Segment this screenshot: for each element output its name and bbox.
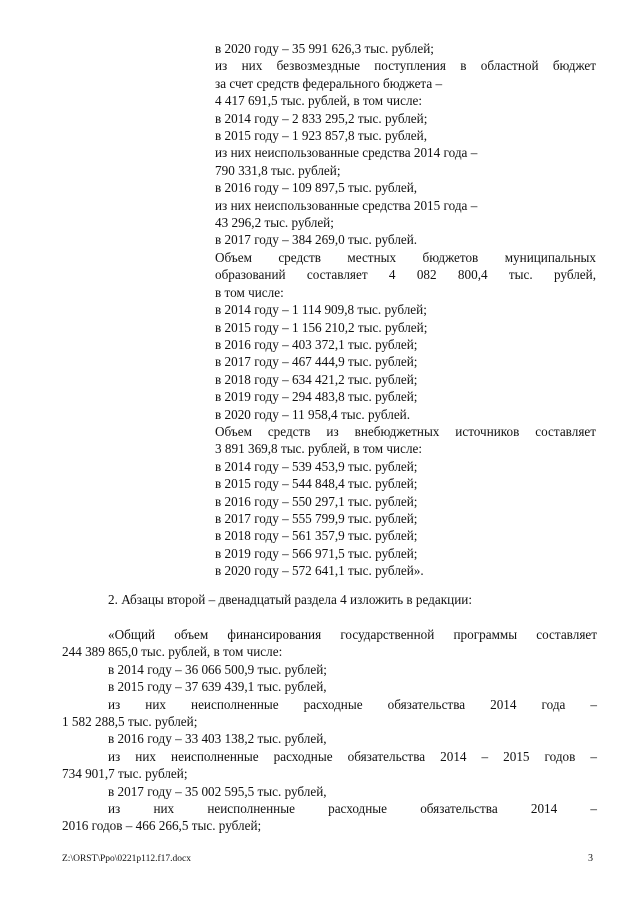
footer-file-path: Z:\ORST\Ppo\0221p112.f17.docx xyxy=(62,854,191,864)
block-line: в 2015 году – 37 639 439,1 тыс. рублей, xyxy=(108,679,327,695)
block-line: в 2017 году – 35 002 595,5 тыс. рублей, xyxy=(108,783,327,799)
block-line: из них неисполненные расходные обязательства 2014 года – xyxy=(108,696,597,712)
column-line: в 2017 году – 467 444,9 тыс. рублей; xyxy=(215,354,418,370)
column-line: в 2019 году – 566 971,5 тыс. рублей; xyxy=(215,545,418,561)
column-line: в 2016 году – 403 372,1 тыс. рублей; xyxy=(215,336,418,352)
quoted-funding-block xyxy=(62,626,597,835)
column-line: 790 331,8 тыс. рублей; xyxy=(215,162,341,178)
column-line: в 2020 году – 35 991 626,3 тыс. рублей; xyxy=(215,41,434,56)
block-line: 2016 годов – 466 266,5 тыс. рублей; xyxy=(62,818,262,834)
block-line: 1 582 288,5 тыс. рублей; xyxy=(62,714,198,730)
block-line: в 2016 году – 33 403 138,2 тыс. рублей, xyxy=(108,731,327,747)
column-line: Объем средств местных бюджетов муниципальных xyxy=(215,249,596,265)
column-line: в 2015 году – 1 156 210,2 тыс. рублей; xyxy=(215,319,428,335)
column-line: в 2017 году – 555 799,9 тыс. рублей; xyxy=(215,510,418,526)
column-line: из них безвозмездные поступления в областной бюджет xyxy=(215,58,596,74)
column-line: в 2014 году – 1 114 909,8 тыс. рублей; xyxy=(215,302,427,318)
block-line: из них неисполненные расходные обязательства 2014 – 2015 годов – xyxy=(108,748,597,764)
column-line: в том числе: xyxy=(215,284,284,300)
block-line: 244 389 865,0 тыс. рублей, в том числе: xyxy=(62,644,283,660)
funding-breakdown-column xyxy=(215,40,596,580)
column-line: в 2014 году – 2 833 295,2 тыс. рублей; xyxy=(215,110,428,126)
column-line: в 2016 году – 109 897,5 тыс. рублей, xyxy=(215,180,418,196)
column-line: 4 417 691,5 тыс. рублей, в том числе: xyxy=(215,93,423,109)
column-line: в 2018 году – 634 421,2 тыс. рублей; xyxy=(215,371,418,387)
column-line: 3 891 369,8 тыс. рублей, в том числе: xyxy=(215,441,423,457)
column-line: в 2015 году – 544 848,4 тыс. рублей; xyxy=(215,476,418,492)
amendment-paragraph-2: 2. Абзацы второй – двенадцатый раздела 4 изложить в редакции: xyxy=(108,592,472,607)
column-line: за счет средств федерального бюджета – xyxy=(215,75,443,91)
column-line: 43 296,2 тыс. рублей; xyxy=(215,215,334,231)
block-line: из них неисполненные расходные обязательства 2014 – xyxy=(108,801,597,817)
column-line: в 2018 году – 561 357,9 тыс. рублей; xyxy=(215,528,418,544)
block-line: 734 901,7 тыс. рублей; xyxy=(62,766,188,782)
column-line: из них неиспользованные средства 2014 года – xyxy=(215,145,478,161)
column-line: в 2015 году – 1 923 857,8 тыс. рублей, xyxy=(215,128,427,144)
column-line: в 2020 году – 11 958,4 тыс. рублей. xyxy=(215,406,411,422)
column-line: в 2017 году – 384 269,0 тыс. рублей. xyxy=(215,232,418,248)
column-line: в 2019 году – 294 483,8 тыс. рублей; xyxy=(215,389,418,405)
block-line: «Общий объем финансирования государственной программы составляет xyxy=(108,627,597,642)
column-line: в 2016 году – 550 297,1 тыс. рублей; xyxy=(215,493,418,509)
column-line: образований составляет 4 082 800,4 тыс. рублей, xyxy=(215,267,596,283)
footer-page-number: 3 xyxy=(588,853,593,864)
column-line: в 2014 году – 539 453,9 тыс. рублей; xyxy=(215,458,418,474)
block-line: в 2014 году – 36 066 500,9 тыс. рублей; xyxy=(108,661,327,677)
column-line: в 2020 году – 572 641,1 тыс. рублей». xyxy=(215,563,424,579)
column-line: Объем средств из внебюджетных источников составляет xyxy=(215,423,596,439)
column-line: из них неиспользованные средства 2015 года – xyxy=(215,197,478,213)
